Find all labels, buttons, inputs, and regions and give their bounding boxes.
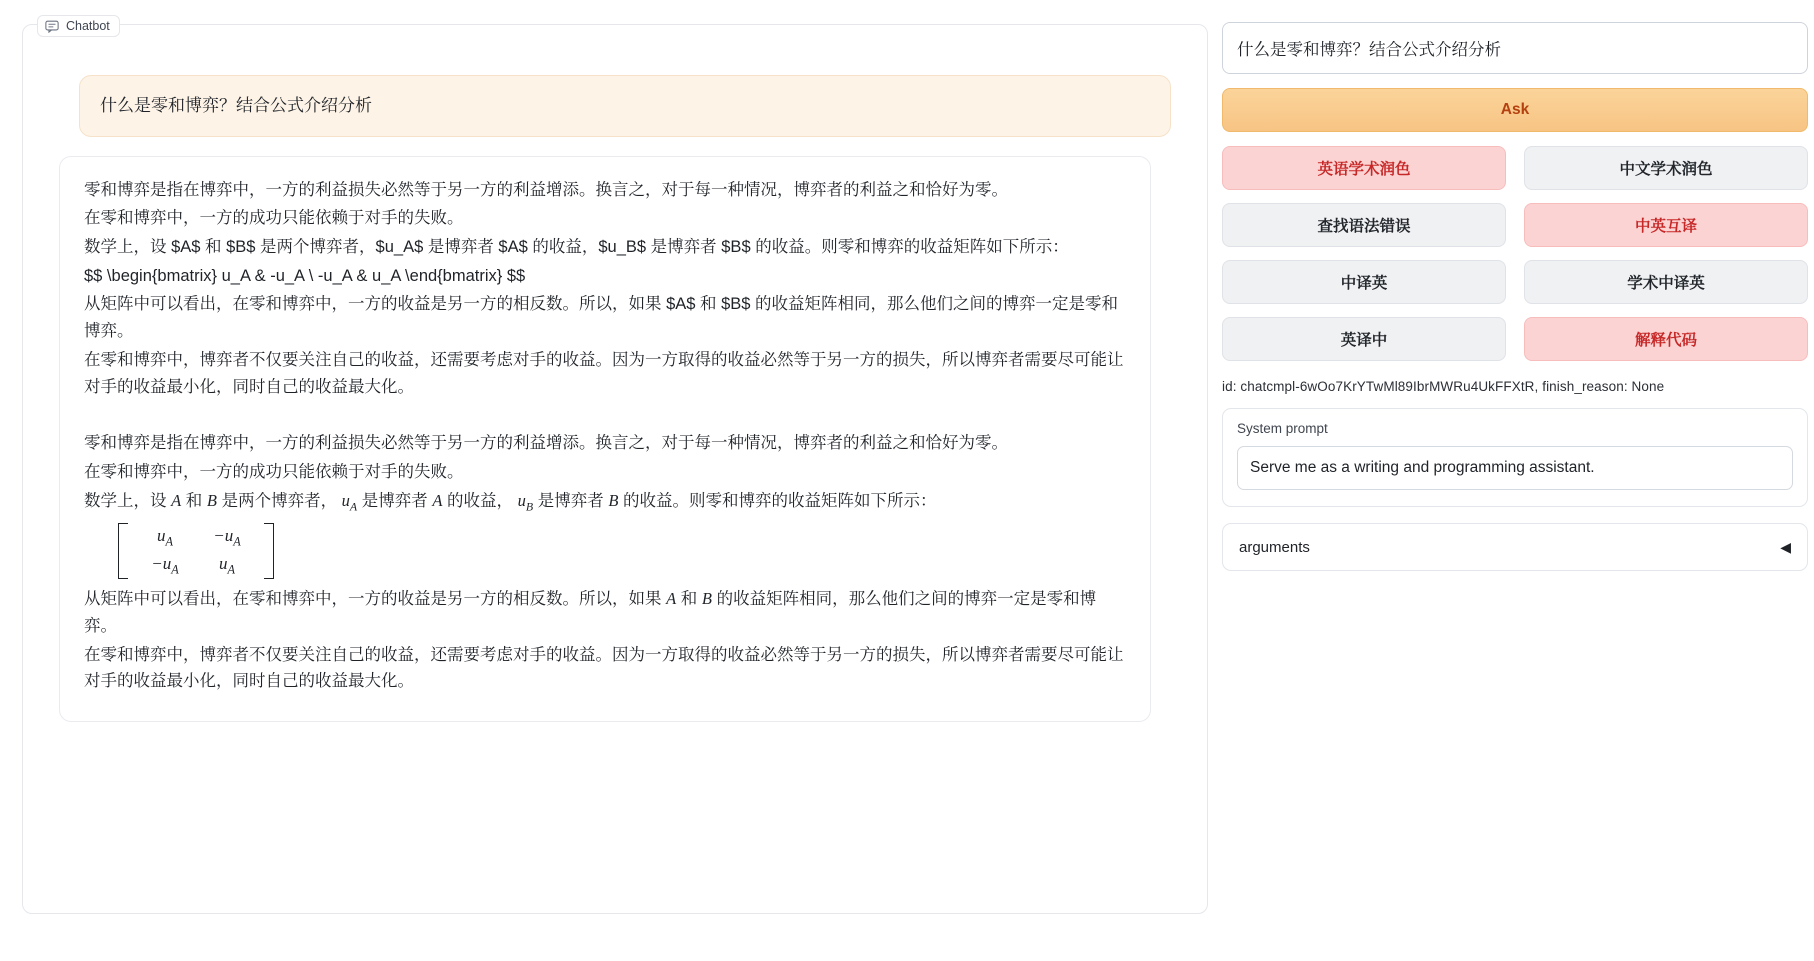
matrix-cell-r1c1-sub: A [165,534,173,549]
matrix-cell-r2c1 [151,550,178,580]
p3-seg-d: 是博弈者 [361,491,428,510]
user-message-bubble [79,75,1171,137]
prompt-input[interactable] [1222,22,1808,74]
matrix-grid [128,523,264,579]
p3-var-uB-sub: B [525,498,534,513]
user-message-text: 什么是零和博弈？结合公式介绍分析 [100,96,372,115]
function-button-english-polish[interactable]: 英语学术润色 [1222,146,1506,190]
p3-var-B2: B [608,490,619,510]
matrix-cell-r1c1 [157,522,173,552]
bot-raw-p5: 从矩阵中可以看出，在零和博弈中，一方的收益是另一方的相反数。所以，如果 $A$ 和 $B$ 的收益矩阵相同，那么他们之间的博弈一定是零和博弈。 [84,295,1119,341]
matrix-right-bracket [264,523,274,579]
bot-raw-block [84,177,1126,401]
p5-seg-a: 从矩阵中可以看出，在零和博弈中，一方的收益是另一方的相反数。所以，如果 [84,590,662,609]
p5-seg-b: 和 [680,590,698,609]
system-prompt-label: System prompt [1237,421,1328,436]
payoff-matrix [118,522,1126,580]
function-button-en-to-zh[interactable]: 英译中 [1222,317,1506,361]
chevron-left-icon[interactable]: ◀ [1780,538,1791,555]
p3-var-uB-base: u [517,490,526,510]
bot-raw-p1: 零和博弈是指在博弈中，一方的利益损失必然等于另一方的利益增添。换言之，对于每一种情况，博弈者的利益之和恰好为零。 [84,180,1008,199]
chatbot-component-label [37,15,120,37]
chat-bubble-icon [45,19,59,33]
matrix-cell-r1c2-base: −u [213,526,234,546]
function-button-grid [1222,146,1808,361]
function-button-zh-to-en[interactable]: 中译英 [1222,260,1506,304]
status-text: id: chatcmpl-6wOo7KrYTwMl89IbrMWRu4UkFFXtR, finish_reason: None [1222,379,1665,394]
matrix-cell-r2c2-base: u [219,554,228,574]
function-button-explain-code[interactable]: 解释代码 [1524,317,1808,361]
bot-raw-p3: 数学上，设 $A$ 和 $B$ 是两个博弈者，$u_A$ 是博弈者 $A$ 的收益，$u_B$ 是博弈者 $B$ 的收益。则零和博弈的收益矩阵如下所示： [84,237,1069,256]
p3-seg-a: 数学上，设 [84,491,167,510]
matrix-cell-r2c1-sub: A [171,562,179,577]
bot-message-bubble [59,156,1151,723]
bot-rendered-p2: 在零和博弈中，一方的成功只能依赖于对手的失败。 [84,462,464,481]
bot-rendered-block [84,430,1126,695]
matrix-left-bracket [118,523,128,579]
bot-raw-latex-matrix: $$ \begin{bmatrix} u_A & -u_A \ -u_A & u_A \end{bmatrix} $$ [84,266,526,285]
matrix-cell-r1c2-sub: A [233,534,241,549]
system-prompt-box [1222,408,1808,507]
p3-var-uA-base: u [341,490,350,510]
matrix-cell-r2c2-sub: A [227,562,235,577]
p3-seg-g: 的收益。则零和博弈的收益矩阵如下所示： [623,491,937,510]
matrix-cell-r2c1-base: −u [151,554,172,574]
bot-rendered-p5 [84,586,1126,639]
function-button-academic-zh-to-en[interactable]: 学术中译英 [1524,260,1808,304]
p3-seg-b: 和 [185,491,203,510]
bot-rendered-p3 [84,488,1126,517]
bot-raw-p2: 在零和博弈中，一方的成功只能依赖于对手的失败。 [84,209,464,228]
p3-var-B1: B [206,490,217,510]
p3-var-uA-sub: A [349,498,358,513]
controls-panel [1222,22,1808,571]
p3-seg-c: 是两个博弈者， [221,491,338,510]
chatbot-panel [22,18,1208,914]
bot-rendered-p6: 在零和博弈中，博弈者不仅要关注自己的收益，还需要考虑对手的收益。因为一方取得的收益必然等于另一方的损失，所以博弈者需要尽可能让对手的收益最小化，同时自己的收益最大化。 [84,645,1124,691]
bot-raw-p6: 在零和博弈中，博弈者不仅要关注自己的收益，还需要考虑对手的收益。因为一方取得的收益必然等于另一方的损失，所以博弈者需要尽可能让对手的收益最小化，同时自己的收益最大化。 [84,350,1124,396]
matrix-cell-r1c2 [213,522,240,552]
p3-var-A2: A [432,490,443,510]
system-prompt-input[interactable] [1237,446,1793,490]
chatbot-label-text: Chatbot [66,18,110,33]
chat-message-list [23,53,1207,722]
function-button-grammar-check[interactable]: 查找语法错误 [1222,203,1506,247]
p3-var-A1: A [171,490,182,510]
p5-seg-c: 的收益矩阵相同，那么他们之间的博弈一定是零和博弈。 [84,590,1097,635]
ask-button[interactable]: Ask [1222,88,1808,132]
bot-rendered-p1: 零和博弈是指在博弈中，一方的利益损失必然等于另一方的利益增添。换言之，对于每一种情况，博弈者的利益之和恰好为零。 [84,434,1008,453]
p3-seg-e: 的收益， [447,491,514,510]
p5-var-A: A [666,589,677,609]
p3-seg-f: 是博弈者 [537,491,604,510]
arguments-accordion[interactable] [1222,523,1808,571]
p3-var-uB [517,490,534,513]
function-button-zh-en-mutual[interactable]: 中英互译 [1524,203,1808,247]
matrix-cell-r1c1-base: u [157,526,166,546]
bot-block-separator [84,402,1126,430]
matrix-cell-r2c2 [219,550,235,580]
p5-var-B: B [701,589,712,609]
p3-var-uA [341,490,358,513]
function-button-chinese-polish[interactable]: 中文学术润色 [1524,146,1808,190]
arguments-accordion-label: arguments [1239,538,1310,556]
